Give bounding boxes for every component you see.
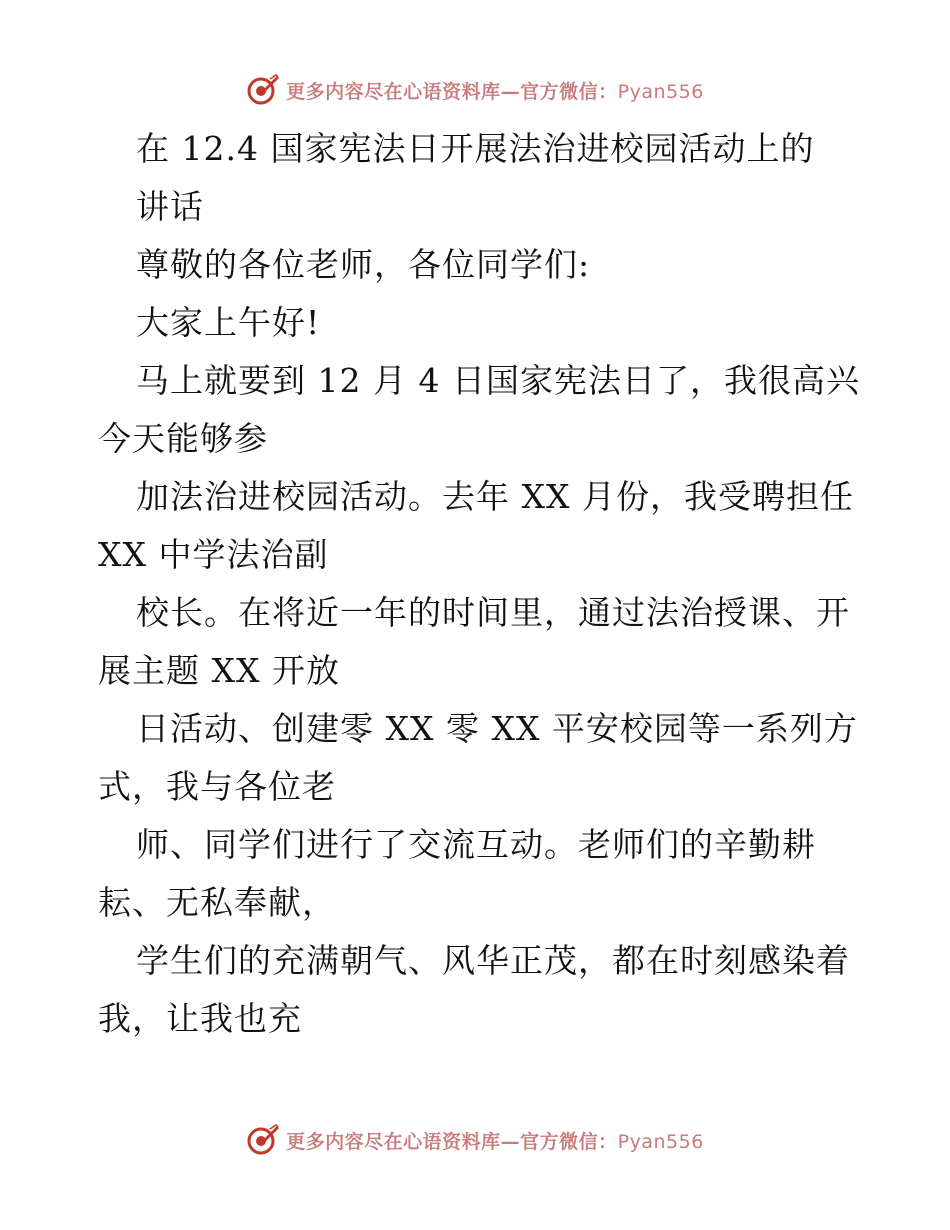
document-line: 大家上午好! [136,303,321,342]
wechat-id: Pyan556 [617,80,704,103]
document-line: 师、同学们进行了交流互动。老师们的辛勤耕 [136,825,816,864]
header-banner [0,70,950,110]
document-line: 马上就要到 12 月 4 日国家宪法日了，我很高兴 [136,361,860,400]
document-line: 今天能够参 [98,419,268,458]
document-line: 在 12.4 国家宪法日开展法治进校园活动上的 [136,129,815,168]
quill-logo-icon [246,1123,280,1157]
document-line: 日活动、创建零 XX 零 XX 平安校园等一系列方 [136,709,858,748]
document-line: 加法治进校园活动。去年 XX 月份，我受聘担任 [136,477,854,516]
document-line: 展主题 XX 开放 [98,651,340,690]
header-banner-text: 更多内容尽在心语资料库—官方微信：Pyan556 [286,80,704,103]
document-line: 尊敬的各位老师，各位同学们: [136,245,591,284]
document-line: 我，让我也充 [98,999,302,1038]
document-body [98,120,858,1048]
document-line: XX 中学法治副 [98,535,329,574]
wechat-id: Pyan556 [617,1130,704,1153]
document-line: 讲话 [136,187,204,226]
document-line: 式，我与各位老 [98,767,336,806]
footer-banner [0,1120,950,1160]
footer-banner-text: 更多内容尽在心语资料库—官方微信：Pyan556 [286,1130,704,1153]
quill-logo-icon [246,73,280,107]
document-line: 耘、无私奉献， [98,883,336,922]
document-line: 校长。在将近一年的时间里，通过法治授课、开 [136,593,850,632]
document-line: 学生们的充满朝气、风华正茂，都在时刻感染着 [136,941,850,980]
